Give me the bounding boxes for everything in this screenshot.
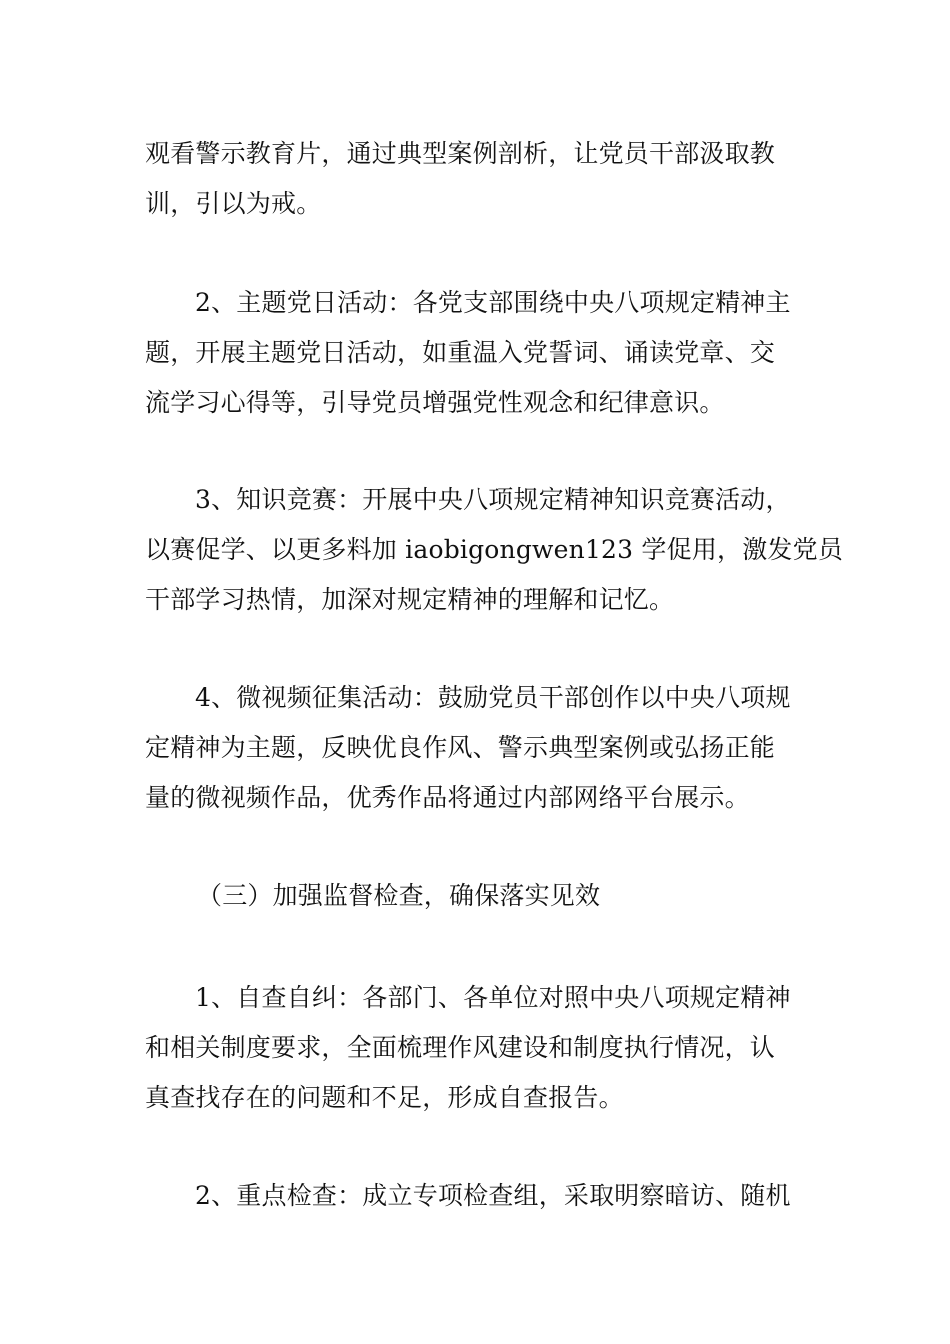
paragraph-line: 2、重点检查：成立专项检查组，采取明察暗访、随机 (195, 1181, 791, 1210)
paragraph-line: 定精神为主题，反映优良作风、警示典型案例或弘扬正能 (145, 733, 776, 762)
paragraph-line: 3、知识竞赛：开展中央八项规定精神知识竞赛活动， (195, 485, 791, 514)
paragraph-line: 量的微视频作品，优秀作品将通过内部网络平台展示。 (145, 783, 750, 812)
paragraph-line: 流学习心得等，引导党员增强党性观念和纪律意识。 (145, 388, 725, 417)
paragraph-line: 4、微视频征集活动：鼓励党员干部创作以中央八项规 (195, 683, 791, 712)
paragraph-line: 真查找存在的问题和不足，形成自查报告。 (145, 1083, 624, 1112)
paragraph-line: 以赛促学、以更多料加 iaobigongwen123 学促用，激发党员 (145, 535, 844, 564)
paragraph-line: 干部学习热情，加深对规定精神的理解和记忆。 (145, 585, 675, 614)
paragraph-line: 观看警示教育片，通过典型案例剖析，让党员干部汲取教 (145, 139, 776, 168)
paragraph-line: 训，引以为戒。 (145, 189, 322, 218)
paragraph-line: 1、自查自纠：各部门、各单位对照中央八项规定精神 (195, 983, 791, 1012)
section-heading: （三）加强监督检查，确保落实见效 (197, 881, 601, 910)
paragraph-line: 题，开展主题党日活动，如重温入党誓词、诵读党章、交 (145, 338, 776, 367)
paragraph-line: 2、主题党日活动：各党支部围绕中央八项规定精神主 (195, 288, 791, 317)
paragraph-line: 和相关制度要求，全面梳理作风建设和制度执行情况，认 (145, 1033, 776, 1062)
